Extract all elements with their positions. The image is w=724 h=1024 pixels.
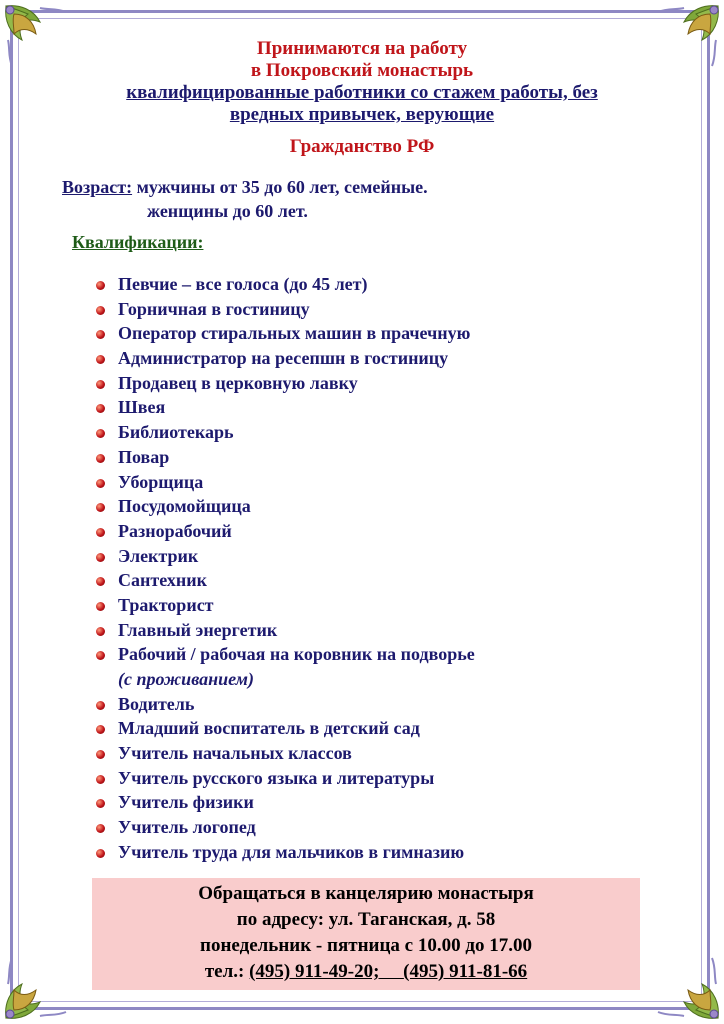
contact-box [92, 878, 640, 990]
list-item: Учитель логопед [96, 815, 475, 840]
bullet-icon [96, 553, 105, 562]
phone-2[interactable]: (495) 911-81-66 [403, 961, 528, 982]
phone-label: тел.: [204, 961, 245, 982]
bullet-icon [96, 429, 105, 438]
contact-line-2: по адресу: ул. Таганская, д. 58 [236, 909, 496, 930]
bullet-icon [96, 824, 105, 833]
list-item: Библиотекарь [96, 420, 475, 445]
list-item: Певчие – все голоса (до 45 лет) [96, 272, 475, 297]
list-item: Тракторист [96, 593, 475, 618]
bullet-icon [96, 281, 105, 290]
contact-line-3: понедельник - пятница с 10.00 до 17.00 [200, 935, 532, 956]
bullet-icon [96, 602, 105, 611]
bullet-icon [96, 651, 105, 660]
list-item: Разнорабочий [96, 519, 475, 544]
age-requirements [62, 175, 428, 223]
list-item: Водитель [96, 692, 475, 717]
list-item: Главный энергетик [96, 618, 475, 643]
bullet-icon [96, 701, 105, 710]
list-item: Учитель русского языка и литературы [96, 766, 475, 791]
citizenship: Гражданство РФ [289, 136, 435, 157]
bullet-icon [96, 479, 105, 488]
bullet-icon [96, 380, 105, 389]
bullet-icon [96, 799, 105, 808]
bullet-icon [96, 528, 105, 537]
header-line-2: в Покровский монастырь [250, 60, 474, 81]
age-women: женщины до 60 лет. [147, 201, 308, 221]
list-item: Швея [96, 395, 475, 420]
list-item: Учитель начальных классов [96, 741, 475, 766]
list-item: Уборщица [96, 470, 475, 495]
bullet-icon [96, 355, 105, 364]
phone-1[interactable]: (495) 911-49-20; [249, 961, 380, 982]
age-men: мужчины от 35 до 60 лет, семейные. [136, 177, 428, 197]
bullet-icon [96, 775, 105, 784]
bullet-icon [96, 577, 105, 586]
header-line-1: Принимаются на работу [256, 38, 468, 59]
list-item: Сантехник [96, 568, 475, 593]
bullet-icon [96, 849, 105, 858]
bullet-icon [96, 306, 105, 315]
list-item: Горничная в гостиницу [96, 297, 475, 322]
list-item-note: (с проживанием) [118, 669, 254, 689]
qualifications-list [96, 272, 475, 865]
header-line-3: квалифицированные работники со стажем работы, без [126, 82, 598, 103]
list-item: Оператор стиральных машин в прачечную [96, 321, 475, 346]
list-item: Учитель труда для мальчиков в гимназию [96, 840, 475, 865]
list-item: Учитель физики [96, 790, 475, 815]
list-item: Электрик [96, 544, 475, 569]
list-item: Продавец в церковную лавку [96, 371, 475, 396]
list-item: Рабочий / рабочая на коровник на подворье [96, 642, 475, 667]
qualifications-title: Квалификации: [72, 232, 204, 252]
bullet-icon [96, 725, 105, 734]
age-label: Возраст: [62, 177, 133, 197]
header [0, 38, 724, 158]
corner-ornament-icon [0, 950, 74, 1024]
contact-line-1: Обращаться в канцелярию монастыря [198, 883, 534, 904]
bullet-icon [96, 627, 105, 636]
contact-phones [92, 959, 640, 985]
list-item: Младший воспитатель в детский сад [96, 716, 475, 741]
list-item: Посудомойщица [96, 494, 475, 519]
bullet-icon [96, 404, 105, 413]
bullet-icon [96, 503, 105, 512]
header-line-4: вредных привычек, верующие [229, 104, 495, 125]
bullet-icon [96, 750, 105, 759]
bullet-icon [96, 454, 105, 463]
list-item: Администратор на ресепшн в гостиницу [96, 346, 475, 371]
list-item: Повар [96, 445, 475, 470]
bullet-icon [96, 330, 105, 339]
corner-ornament-icon [650, 950, 724, 1024]
